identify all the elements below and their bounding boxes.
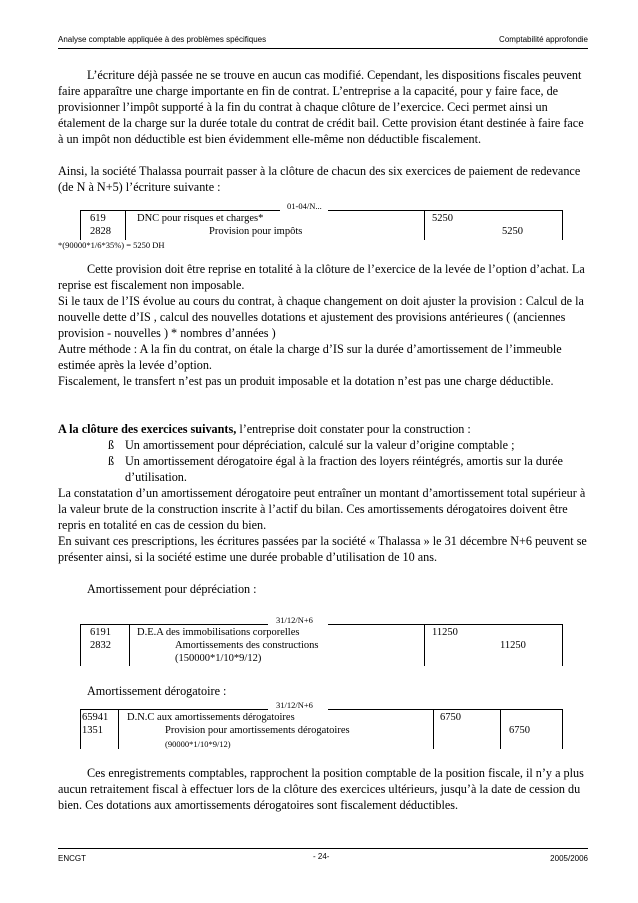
section-intro-text: l’entreprise doit constater pour la construction : <box>236 422 471 436</box>
entry-label: Provision pour amortissements dérogatoires <box>165 725 350 736</box>
credit-amount: 11250 <box>500 640 526 651</box>
entry-label: D.E.A des immobilisations corporelles <box>137 627 300 638</box>
entry-label: DNC pour risques et charges* <box>137 213 264 224</box>
bullet-item: Un amortissement pour dépréciation, calculé sur la valeur d’origine comptable ; <box>125 438 515 452</box>
account-number: 65941 <box>82 712 109 723</box>
footer-right: 2005/2006 <box>550 854 588 863</box>
entry-calculation: (90000*1/10*9/12) <box>165 739 231 749</box>
page-header <box>58 33 588 47</box>
paragraph: Cette provision doit être reprise en totalité à la clôture de l’exercice de la levée de l’option d’achat. La reprise est fiscalement non imposable. <box>58 262 585 292</box>
paragraph: Si le taux de l’IS évolue au cours du contrat, à chaque changement on doit ajuster la provision : Calcul de la nouvelle dette d’IS , calcul des nouvelles dotations et ajustement des provisions antérieures ( (anciennes provision - nouvelles ) * nombres d’années ) <box>58 294 584 340</box>
bullet-item: Un amortissement dérogatoire égal à la fraction des loyers réintégrés, amortis sur la durée d’utilisation. <box>125 454 563 484</box>
closing-paragraph: Ces enregistrements comptables, rapprochent la position comptable de la position fiscale, il n’y a plus aucun retraitement fiscal à effectuer lors de la clôture des exercices ultérieurs, jusqu’à la date de cession du bien. Ces dotations aux amortissements dérogatoires sont fiscalement déductibles. <box>58 766 584 812</box>
bullet-icon: ß <box>108 454 115 468</box>
footer-rule <box>58 848 588 849</box>
debit-amount: 11250 <box>432 627 458 638</box>
credit-amount: 5250 <box>502 226 523 237</box>
section-heading: A la clôture des exercices suivants, <box>58 422 237 436</box>
subheading: Amortissement dérogatoire : <box>87 684 227 698</box>
entry-calculation: (150000*1/10*9/12) <box>175 653 262 664</box>
paragraph: Fiscalement, le transfert n’est pas un produit imposable et la dotation n’est pas une charge déductible. <box>58 374 554 388</box>
section-intro <box>58 421 590 437</box>
page-number: - 24- <box>313 852 330 861</box>
footer-left: ENCGT <box>58 854 86 863</box>
bullet-icon: ß <box>108 438 115 452</box>
account-number: 2832 <box>90 640 111 651</box>
entry-date: 31/12/N+6 <box>276 700 313 710</box>
subheading: Amortissement pour dépréciation : <box>87 582 257 596</box>
account-number: 619 <box>90 213 106 224</box>
header-left: Analyse comptable appliquée à des problèmes spécifiques <box>58 35 267 44</box>
intro-paragraph-2: Ainsi, la société Thalassa pourrait passer à la clôture de chacun des six exercices de paiement de redevance (de N à N+5) l’écriture suivante : <box>58 164 581 194</box>
paragraph: Autre méthode : A la fin du contrat, on étale la charge d’IS sur la durée d’amortissement de l’immeuble estimée après la levée d’option. <box>58 342 562 372</box>
footnote: *(90000*1/6*35%) = 5250 DH <box>58 240 165 250</box>
debit-amount: 5250 <box>432 213 453 224</box>
debit-amount: 6750 <box>440 712 461 723</box>
entry-date: 31/12/N+6 <box>276 615 313 625</box>
page-footer <box>58 852 588 866</box>
account-number: 1351 <box>82 725 103 736</box>
entry-label: D.N.C aux amortissements dérogatoires <box>127 712 295 723</box>
paragraph: La constatation d’un amortissement dérogatoire peut entraîner un montant d’amortissement total supérieur à la valeur brute de la construction inscrite à l’actif du bilan. Ces amortissements dérogatoires doivent être repris en totalité en cas de cession du bien. <box>58 486 586 532</box>
header-right: Comptabilité approfondie <box>499 35 588 44</box>
header-rule <box>58 48 588 49</box>
entry-label: Provision pour impôts <box>209 226 303 237</box>
intro-paragraph: L’écriture déjà passée ne se trouve en aucun cas modifié. Cependant, les dispositions fiscales peuvent faire apparaître une charge importante en fin de contrat. L’entreprise a la capacité, pour y faire face, de provisionner l’impôt supporté à la fin du contrat à chaque clôture de l’exercice. Ceci permet ainsi un étalement de la charge sur la durée totale du contrat de crédit bail. Cette provision étant destinée à faire face à un impôt non déductible est bien évidemment elle-même non déductible fiscalement. <box>58 68 584 146</box>
account-number: 2828 <box>90 226 111 237</box>
entry-label: Amortissements des constructions <box>175 640 319 651</box>
entry-date: 01-04/N... <box>287 201 322 211</box>
credit-amount: 6750 <box>509 725 530 736</box>
account-number: 6191 <box>90 627 111 638</box>
paragraph: En suivant ces prescriptions, les écritures passées par la société « Thalassa » le 31 décembre N+6 peuvent se présenter ainsi, si la société estime une durée probable d’utilisation de 10 ans. <box>58 534 587 564</box>
